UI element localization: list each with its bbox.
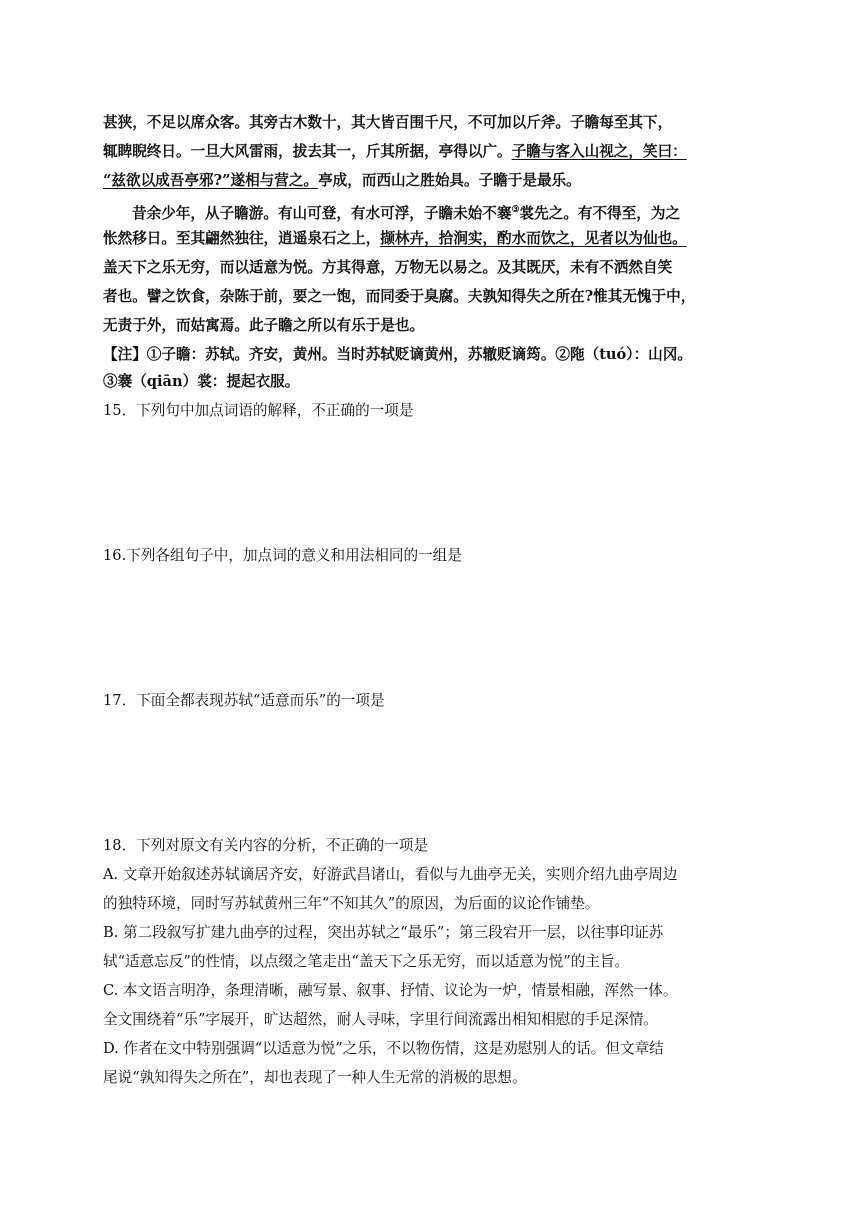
q16-stem (103, 546, 803, 566)
passage-line-5 (103, 229, 803, 249)
footnote-marker: ③ (511, 205, 520, 215)
passage-line-2 (103, 142, 803, 162)
underlined-sentence: 撷林卉，拾涧实，酌水而饮之，见者以为仙也。 (380, 230, 687, 247)
passage-line-1 (103, 113, 803, 133)
q18-line: C. 本文语言明净，条理清晰，融写景、叙事、抒情、议论为一炉，情景相融，浑然一体。 (103, 982, 678, 999)
question-stem: 15．下列句中加点词语的解释，不正确的一项是 (103, 402, 414, 419)
q18-line: D. 作者在文中特别强调“以适意为悦”之乐，不以物伤情，这是劝慰别人的话。但文章结 (103, 1040, 664, 1057)
question-stem: 17．下面全都表现苏轼“适意而乐”的一项是 (103, 692, 385, 709)
passage-text: 怅然移日。至其翩然独往，逍遥泉石之上， (103, 230, 381, 247)
passage-text: 裳先之。有不得至，为之 (519, 204, 681, 222)
notes-text: 【注】①子瞻：苏轼。齐安，黄州。当时苏轼贬谪黄州，苏辙贬谪筠。②陁（tuó）：山冈。 (103, 346, 692, 363)
q18-stem (103, 836, 803, 856)
q18-line: 轼“适意忘反”的性情，以点缀之笔走出“盖天下之乐无穷，而以适意为悦”的主旨。 (103, 953, 630, 970)
passage-text: 盖天下之乐无穷，而以适意为悦。方其得意，万物无以易之。及其既厌，未有不洒然自笑 (103, 259, 673, 276)
passage-text: 辄睥睨终日。一旦大风雷雨，拔去其一，斤其所据，亭得以广。 (103, 143, 512, 160)
passage-line-6 (103, 258, 803, 278)
passage-line-3 (103, 171, 803, 191)
passage-text: 甚狭，不足以席众客。其旁古木数十，其大皆百围千尺，不可加以斤斧。子瞻每至其下， (103, 114, 673, 131)
notes-line-1 (103, 345, 803, 365)
q18-line: 的独特环境，同时写苏轼黄州三年“不知其久”的原因，为后面的议论作铺垫。 (103, 895, 600, 912)
passage-line-8 (103, 316, 803, 336)
q18-line: 尾说“孰知得失之所在”，却也表现了一种人生无常的消极的思想。 (103, 1069, 527, 1086)
q15-stem (103, 401, 803, 421)
passage-text: 者也。譬之饮食，杂陈于前，要之一饱，而同委于臭腐。夫孰知得失之所在?惟其无愧于中， (103, 288, 696, 305)
q17-stem (103, 691, 803, 711)
passage-line-4 (132, 200, 804, 224)
passage-text: 昔余少年，从子瞻游。有山可登，有水可浮，子瞻未始不褰 (132, 204, 512, 222)
passage-text: 亭成，而西山之胜始具。子瞻于是最乐。 (318, 172, 581, 189)
passage-line-7 (103, 287, 803, 307)
q18-line: A. 文章开始叙述苏轼谪居齐安，好游武昌诸山，看似与九曲亭无关，实则介绍九曲亭周边 (103, 866, 678, 883)
question-stem: 18．下列对原文有关内容的分析，不正确的一项是 (103, 837, 429, 854)
q18-line: B. 第二段叙写扩建九曲亭的过程，突出苏轼之“最乐”；第三段宕开一层，以往事印证苏 (103, 924, 664, 941)
passage-text: 无责于外，而姑寓焉。此子瞻之所以有乐于是也。 (103, 317, 425, 334)
notes-line-2 (103, 372, 803, 392)
underlined-sentence: “兹欲以成吾亭邪?”遂相与营之。 (103, 172, 319, 189)
notes-text: ③褰（qiān）裳：提起衣服。 (103, 373, 300, 390)
q18-line: 全文围绕着“乐”字展开，旷达超然，耐人寻味，字里行间流露出相知相慰的手足深情。 (103, 1011, 658, 1028)
question-stem: 16.下列各组句子中，加点词的意义和用法相同的一组是 (103, 547, 462, 564)
underlined-sentence: 子瞻与客入山视之，笑曰： (511, 143, 687, 160)
